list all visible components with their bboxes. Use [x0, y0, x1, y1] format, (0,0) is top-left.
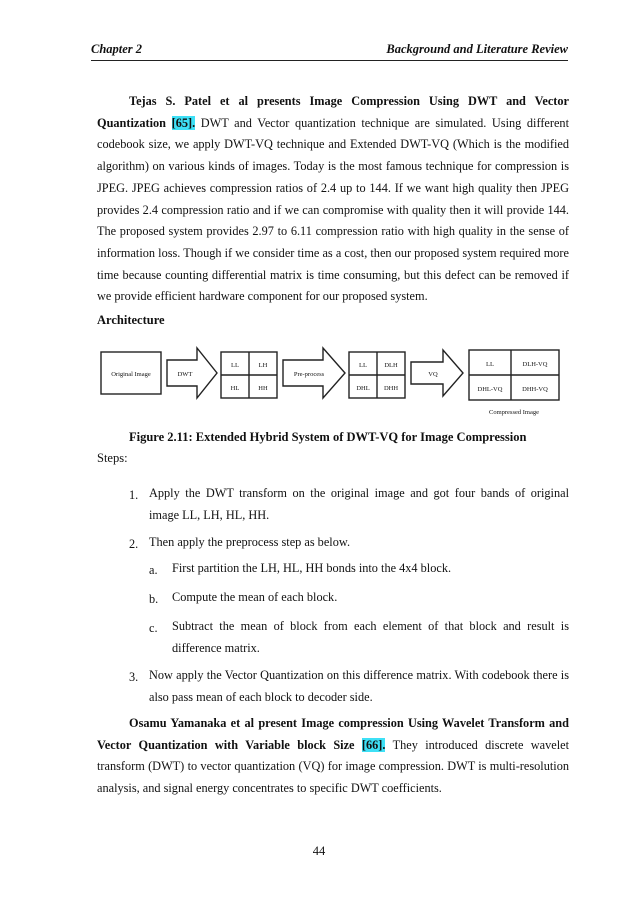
substep-text: First partition the LH, HL, HH bonds into the 4x4 block. [172, 561, 452, 575]
compressed-image-label: Compressed Image [488, 409, 540, 416]
paragraph-text: They introduced discrete wavelet transform (DWT) to vector quantization (VQ) for image compression. DWT is multi-resolution analysis, and signal energy concentrates to specific DWT coefficients. [97, 737, 569, 796]
step-text: Now apply the Vector Quantization on this difference matrix. With codebook there is also pass mean of each block to decoder side. [149, 668, 569, 704]
header-section-title: Background and Literature Review [386, 42, 568, 56]
figure-caption: Figure 2.11: Extended Hybrid System of DWT-VQ for Image Compression [129, 430, 527, 444]
cell-ll: LL [231, 362, 239, 369]
steps-label: Steps: [97, 451, 128, 465]
arrow-label-vq: VQ [428, 371, 438, 378]
arrow-label-dwt: DWT [177, 371, 193, 378]
substep-text: Compute the mean of each block. [172, 590, 338, 604]
citation-link[interactable]: [66]. [361, 737, 386, 752]
page-number: 44 [312, 844, 326, 858]
cell-dlh: DLH [384, 362, 398, 369]
page-header [91, 38, 568, 61]
paragraph-yamanaka [97, 713, 569, 800]
cell-dhl-vq: DHL-VQ [477, 386, 503, 393]
step-number: 2. [129, 537, 139, 551]
paragraph-text: DWT and Vector quantization technique are simulated. Using different codebook size, we apply DWT-VQ technique and Extended DWT-VQ (Which is the modified algorithm) on various kinds of images. Today is the most famous technique for compression is JPEG. JPEG achieves compression ratios of 2.4 up to 144. If we want high quality then JPEG provides 2.4 compression ratio and if we can compromise with quality then it will provide 144. The proposed system provides 2.97 to 6.11 compression ratio with high quality in the sense of information loss. Though if we consider time as a cost, then our proposed system required more time because counting differential matrix is time consuming, but this defect can be removed if we provide efficient hardware component for our proposed system. [97, 115, 569, 304]
step-number: 1. [129, 488, 139, 502]
substep-letter: c. [149, 621, 158, 635]
substep-letter: a. [149, 563, 158, 577]
architecture-heading: Architecture [97, 313, 165, 327]
cell-lh: LH [258, 362, 268, 369]
cell-hl: HL [230, 385, 240, 392]
step-text: Then apply the preprocess step as below. [149, 535, 351, 549]
cell-dhh-vq: DHH-VQ [522, 386, 548, 393]
cell-ll: LL [359, 362, 367, 369]
paragraph-patel [97, 91, 569, 308]
cell-dhh: DHH [383, 385, 399, 392]
header-chapter: Chapter 2 [91, 42, 143, 56]
architecture-figure [97, 338, 577, 430]
cell-dlh-vq: DLH-VQ [522, 361, 548, 368]
substep-letter: b. [149, 592, 159, 606]
cell-hh: HH [258, 385, 268, 392]
substep-text: Subtract the mean of block from each element of that block and result is difference matrix. [172, 619, 569, 655]
paragraph-lead: Tejas S. Patel et al presents Image Compression Using DWT and Vector Quantization [97, 94, 569, 130]
cell-ll: LL [486, 361, 494, 368]
cell-dhl: DHL [356, 385, 370, 392]
arrow-label-preprocess: Pre-process [293, 371, 325, 378]
step-number: 3. [129, 670, 139, 684]
original-image-label: Original Image [111, 371, 151, 378]
paragraph-lead: Osamu Yamanaka et al present Image compression Using Wavelet Transform and Vector Quantization with Variable block Size [97, 716, 569, 752]
citation-link[interactable]: [65]. [171, 115, 196, 130]
step-text: Apply the DWT transform on the original image and got four bands of original image LL, LH, HL, HH. [149, 486, 569, 522]
